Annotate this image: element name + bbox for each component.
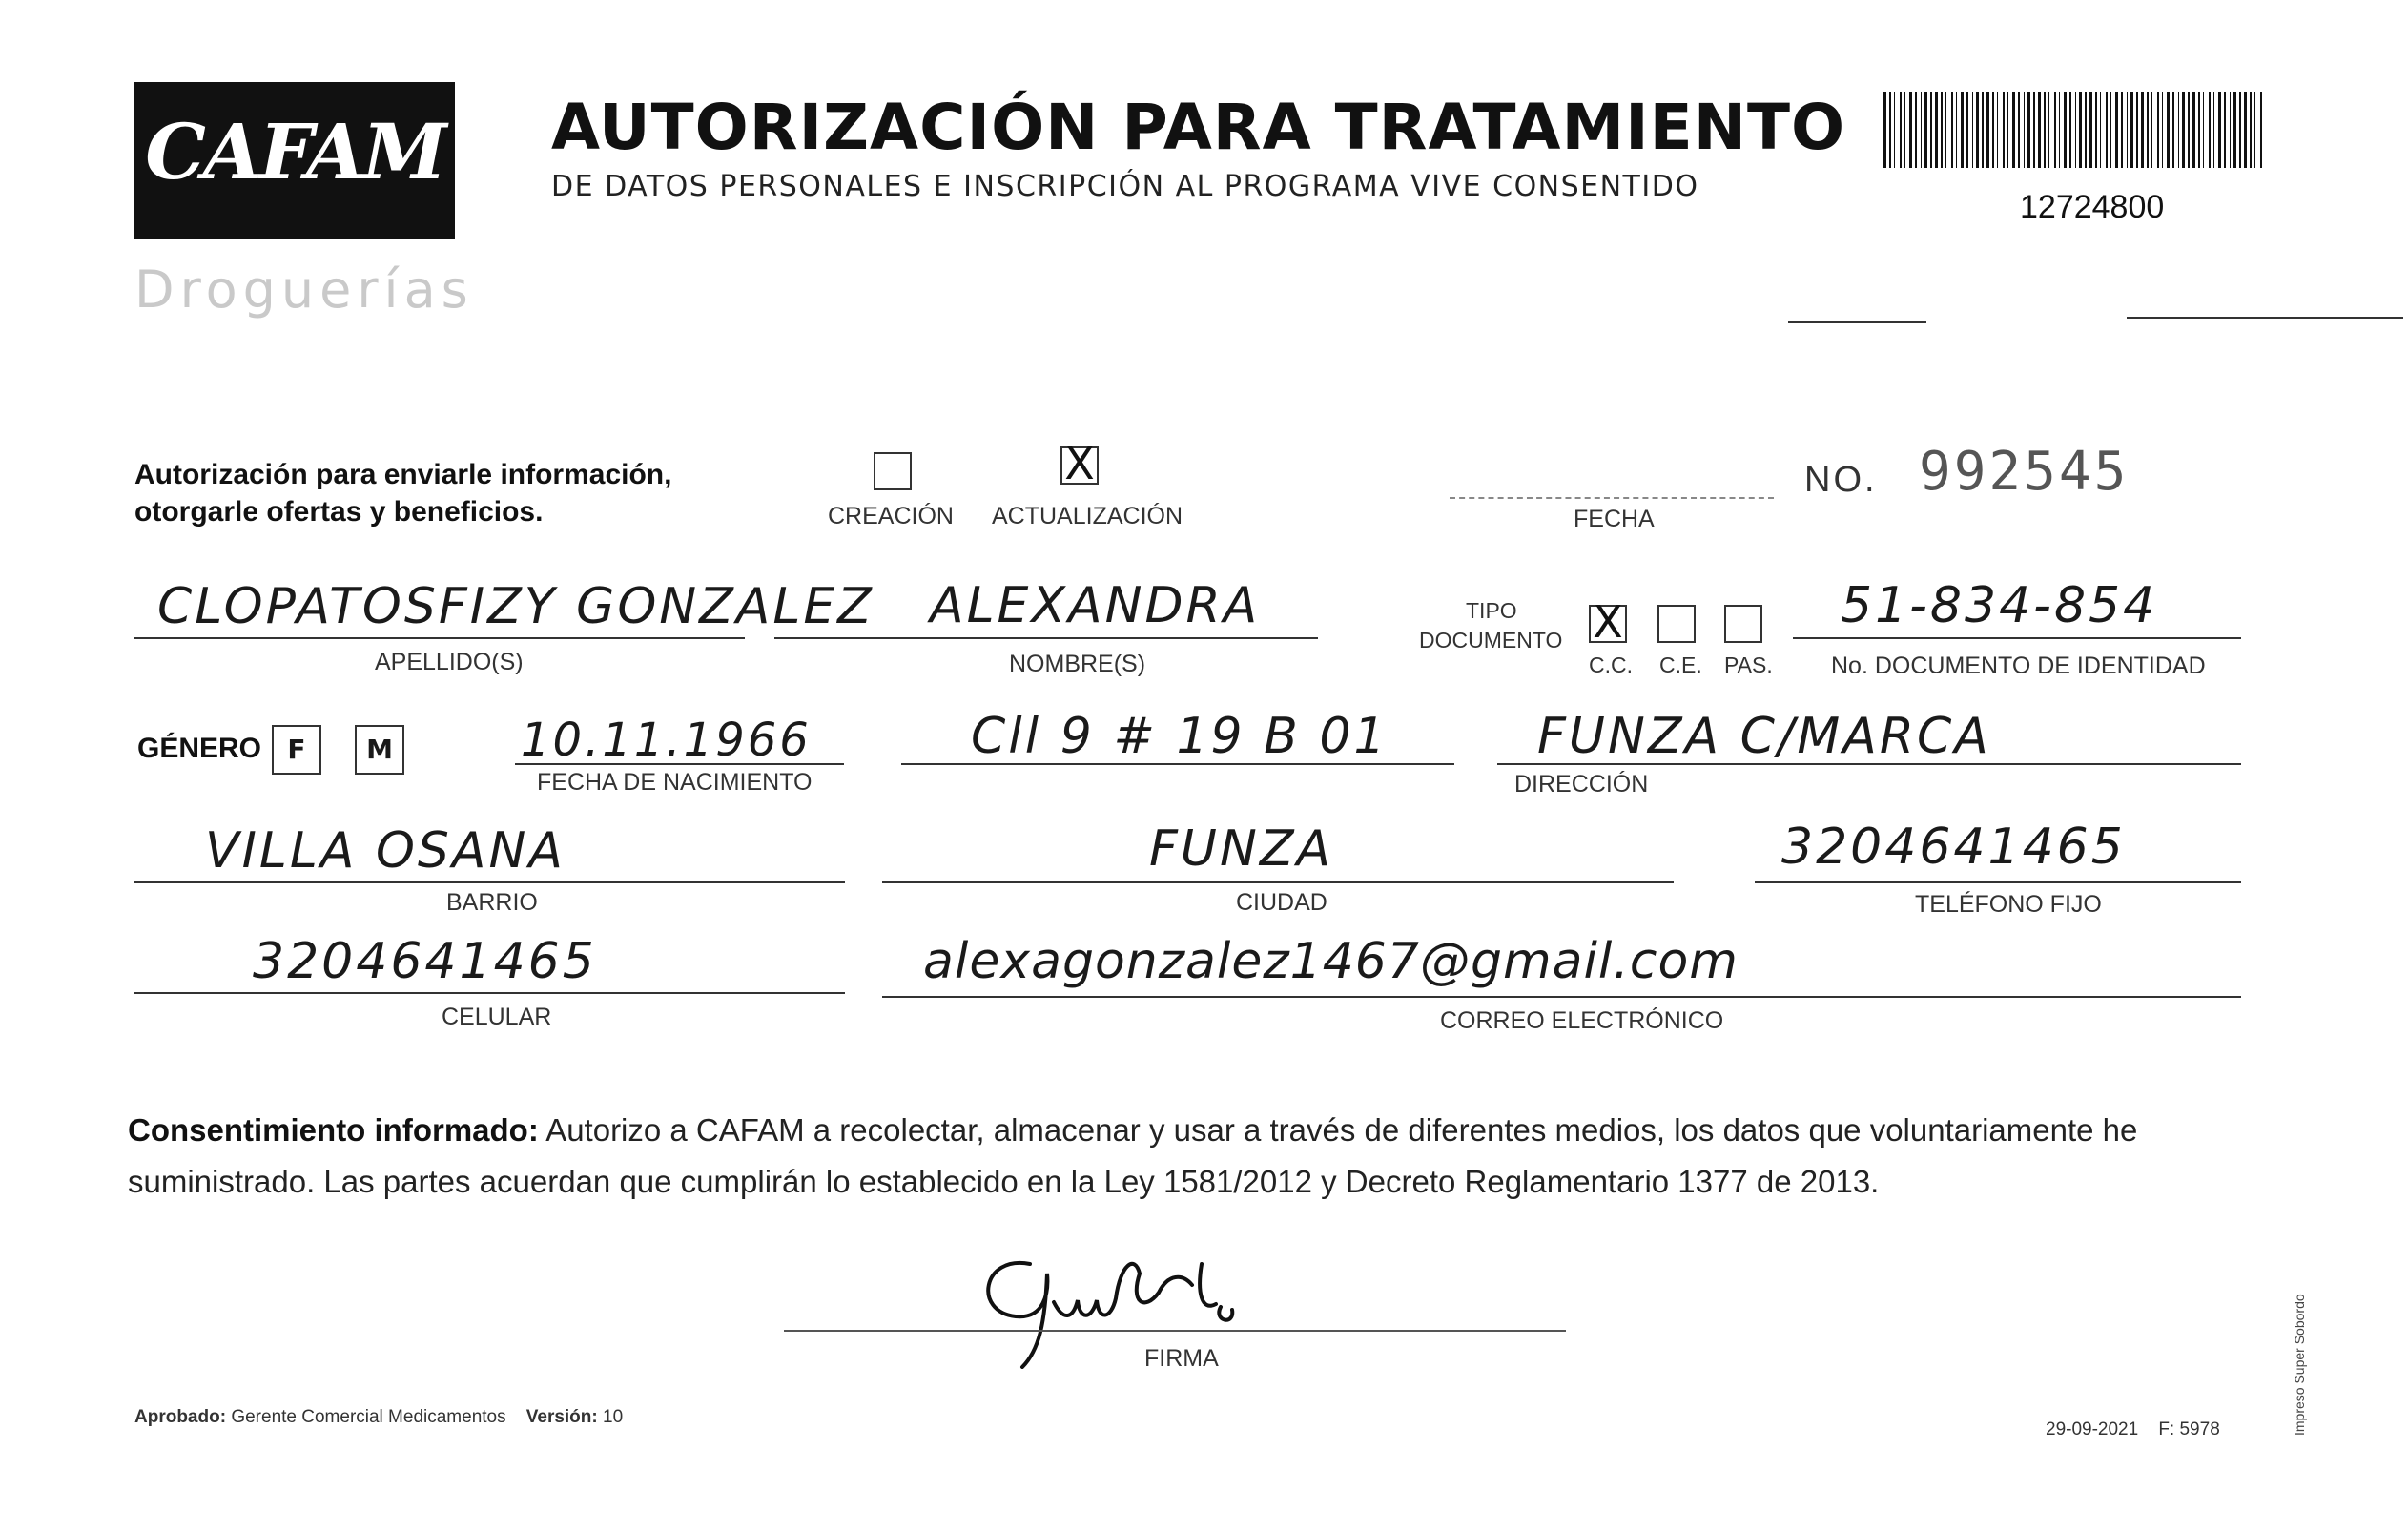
- date-code: 29-09-2021: [2046, 1419, 2139, 1440]
- ce-checkbox[interactable]: [1657, 605, 1696, 643]
- firma-label: FIRMA: [1144, 1345, 1219, 1372]
- aprobado-value: Gerente Comercial Medicamentos: [231, 1407, 506, 1427]
- apellidos-label: APELLIDO(S): [375, 649, 524, 675]
- actualizacion-label: ACTUALIZACIÓN: [992, 503, 1183, 529]
- fecha-line[interactable]: [1450, 497, 1774, 499]
- aprobado-label: Aprobado:: [134, 1407, 227, 1427]
- firma-line[interactable]: [784, 1330, 1566, 1332]
- consent-paragraph: [128, 1105, 2245, 1208]
- documento-value: 51-834-854: [1841, 577, 2158, 634]
- telefono-line[interactable]: [1755, 881, 2241, 883]
- blank-line: [1788, 321, 1926, 323]
- direccion-value: Cll 9 # 19 B 01: [971, 708, 1389, 765]
- authorization-text-line2: otorgarle ofertas y beneficios.: [134, 496, 544, 528]
- side-print-text: Impreso Super Sobordo: [2292, 1294, 2307, 1436]
- apellidos-line[interactable]: [134, 637, 745, 639]
- nacimiento-line[interactable]: [515, 763, 844, 765]
- ciudad-value: FUNZA: [1149, 820, 1334, 878]
- nombres-label: NOMBRE(S): [1009, 651, 1146, 677]
- nombres-value: ALEXANDRA: [930, 577, 1261, 634]
- consent-heading: Consentimiento informado:: [128, 1112, 539, 1148]
- logo-subtitle: Droguerías: [134, 259, 474, 320]
- direccion-line-1[interactable]: [901, 763, 1454, 765]
- celular-label: CELULAR: [442, 1004, 552, 1030]
- direccion-label: DIRECCIÓN: [1514, 771, 1649, 798]
- nombres-line[interactable]: [774, 637, 1318, 639]
- footer-approved: [134, 1407, 623, 1428]
- celular-value: 3204641465: [253, 933, 597, 990]
- cc-label: C.C.: [1589, 653, 1633, 677]
- genero-f-box[interactable]: F: [272, 725, 321, 775]
- direccion-line-2[interactable]: [1497, 763, 2241, 765]
- apellidos-value: CLOPATOSFIZY GONZALEZ: [157, 578, 875, 635]
- nacimiento-label: FECHA DE NACIMIENTO: [537, 769, 813, 796]
- cc-check-mark: X: [1593, 596, 1623, 648]
- footer-codes: [2046, 1419, 2220, 1440]
- barcode: [1883, 92, 2265, 168]
- creacion-checkbox[interactable]: [874, 452, 912, 490]
- form-title: AUTORIZACIÓN PARA TRATAMIENTO: [551, 91, 1846, 164]
- documento-label: DOCUMENTO: [1419, 628, 1563, 653]
- consent-body: Autorizo a CAFAM a recolectar, almacenar y usar a través de diferentes medios, los datos que voluntariamente he suministrado. Las partes acuerdan que cumplirán lo establecido en la Ley 1581/2012 y Decreto Reglamentario 1377 de 2013.: [128, 1112, 2138, 1199]
- correo-value: alexagonzalez1467@gmail.com: [923, 933, 1739, 990]
- correo-label: CORREO ELECTRÓNICO: [1440, 1007, 1724, 1034]
- ce-label: C.E.: [1659, 653, 1702, 677]
- creacion-label: CREACIÓN: [828, 503, 954, 529]
- barrio-label: BARRIO: [446, 889, 538, 916]
- fecha-label: FECHA: [1574, 506, 1655, 532]
- form-number: 992545: [1919, 441, 2130, 503]
- barcode-number: 12724800: [2020, 189, 2165, 225]
- ciudad-label: CIUDAD: [1236, 889, 1327, 916]
- genero-m-box[interactable]: M: [355, 725, 404, 775]
- telefono-label: TELÉFONO FIJO: [1915, 891, 2102, 918]
- form-subtitle: DE DATOS PERSONALES E INSCRIPCIÓN AL PROGRAMA VIVE CONSENTIDO: [551, 170, 1699, 203]
- genero-label: GÉNERO: [137, 733, 262, 764]
- authorization-text-line1: Autorización para enviarle información,: [134, 459, 672, 490]
- cafam-logo: CAFAM: [145, 107, 444, 197]
- blank-line: [2127, 317, 2403, 319]
- version-value: 10: [603, 1407, 624, 1427]
- telefono-value: 3204641465: [1781, 818, 2126, 876]
- barrio-line[interactable]: [134, 881, 845, 883]
- no-label: NO.: [1804, 460, 1878, 500]
- documento-line[interactable]: [1793, 637, 2241, 639]
- signature: [963, 1235, 1307, 1369]
- actualizacion-check-mark: X: [1064, 438, 1095, 489]
- tipo-label: TIPO: [1466, 598, 1517, 623]
- documento-label-field: No. DOCUMENTO DE IDENTIDAD: [1831, 653, 2206, 679]
- pas-checkbox[interactable]: [1724, 605, 1762, 643]
- barrio-value: VILLA OSANA: [205, 822, 566, 880]
- correo-line[interactable]: [882, 996, 2241, 998]
- version-label: Versión:: [525, 1407, 598, 1427]
- direccion-value-2: FUNZA C/MARCA: [1537, 708, 1991, 765]
- ciudad-line[interactable]: [882, 881, 1674, 883]
- f-code: F: 5978: [2158, 1419, 2220, 1440]
- pas-label: PAS.: [1724, 653, 1773, 677]
- celular-line[interactable]: [134, 992, 845, 994]
- nacimiento-value: 10.11.1966: [521, 714, 812, 767]
